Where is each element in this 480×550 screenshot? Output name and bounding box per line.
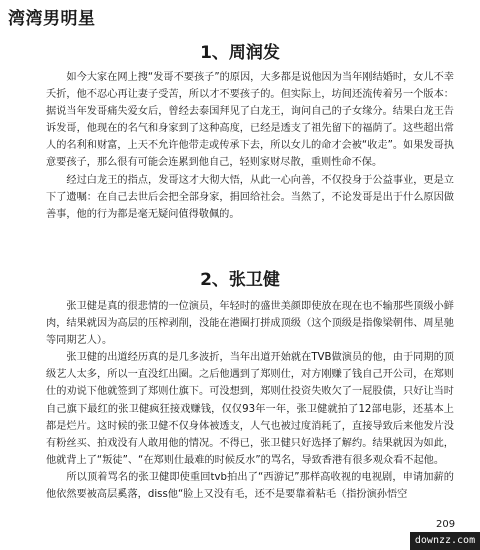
page-title: 湾湾男明星 xyxy=(8,9,96,29)
paragraph: 张卫健的出道经历真的是几多波折，当年出道开始就在TVB做演员的他，由于同期的顶级艺人太多，所以一直没红出圈。之后他遇到了郑则仕，对方刚赚了钱自己开公司，在郑则仕的劝说下他就签到了郑则仕旗下。可没想到，郑则仕投资失败欠了一屁股债，只好让当时自己旗下最红的张卫健疯狂接戏赚钱，仅仅93年一年，张卫健就拍了12部电影，还基本上都是烂片。这时候的张卫健不仅身体被透支，人气也被过度消耗了，直接导致后来他发片没有粉丝买、拍戏没有人敢用他的情况。不得已，张卫健只好选择了解约。结果就因为如此，他就背上了“叛徒”、“在郑则仕最难的时候反水”的骂名，导致香港有很多观众看不起他。 xyxy=(46,352,454,466)
section-heading-zhou-runfa: 1、周润发 xyxy=(200,43,280,63)
page-number: 209 xyxy=(436,519,456,530)
watermark: downzz.com xyxy=(410,532,480,550)
section-body-zhang-weijian xyxy=(46,298,454,503)
paragraph: 张卫健是真的很悲情的一位演员，年轻时的盛世美颜即使放在现在也不输那些顶级小鲜肉，结果就因为高层的压榨剥削，没能在港圈打拼成顶级（这个顶级是指像梁朝伟、周星驰等同期艺人）。 xyxy=(46,301,454,347)
paragraph: 所以顶着骂名的张卫健即使重回tvb拍出了“西游记”那样高收视的电视剧，申请加薪的他依然要被高层奚落，diss他“脸上又没有毛，还不是要靠着粘毛（指扮演孙悟空 xyxy=(46,471,454,501)
paragraph: 经过白龙王的指点，发哥这才大彻大悟，从此一心向善，不仅投身于公益事业，更是立下了遗嘱：在自己去世后会把全部身家，捐回给社会。当然了，不论发哥是出于什么原因做善事，他的行为都是毫无疑问值得敬佩的。 xyxy=(46,174,454,220)
paragraph: 如今大家在网上搜“发哥不要孩子”的原因，大多都是说他因为当年刚结婚时，女儿不幸夭折，他不忍心再让妻子受苦，所以才不要孩子的。但实际上，坊间还流传着另一个版本：据说当年发哥痛失爱女后，曾经去泰国拜见了白龙王，询问自己的子女缘分。结果白龙王告诉发哥，他现在的名气和身家到了这种高度，已经是透支了祖先留下的福荫了。这些超出常人的名利和财富，上天不允许他带走或传承下去，所以女儿的命才会被“收走”。如果发哥执意要孩子，那么很有可能会连累到他自己，轻则家财尽散，重则性命不保。 xyxy=(46,72,454,169)
section-heading-zhang-weijian: 2、张卫健 xyxy=(200,270,280,290)
section-body-zhou-runfa xyxy=(46,69,454,223)
